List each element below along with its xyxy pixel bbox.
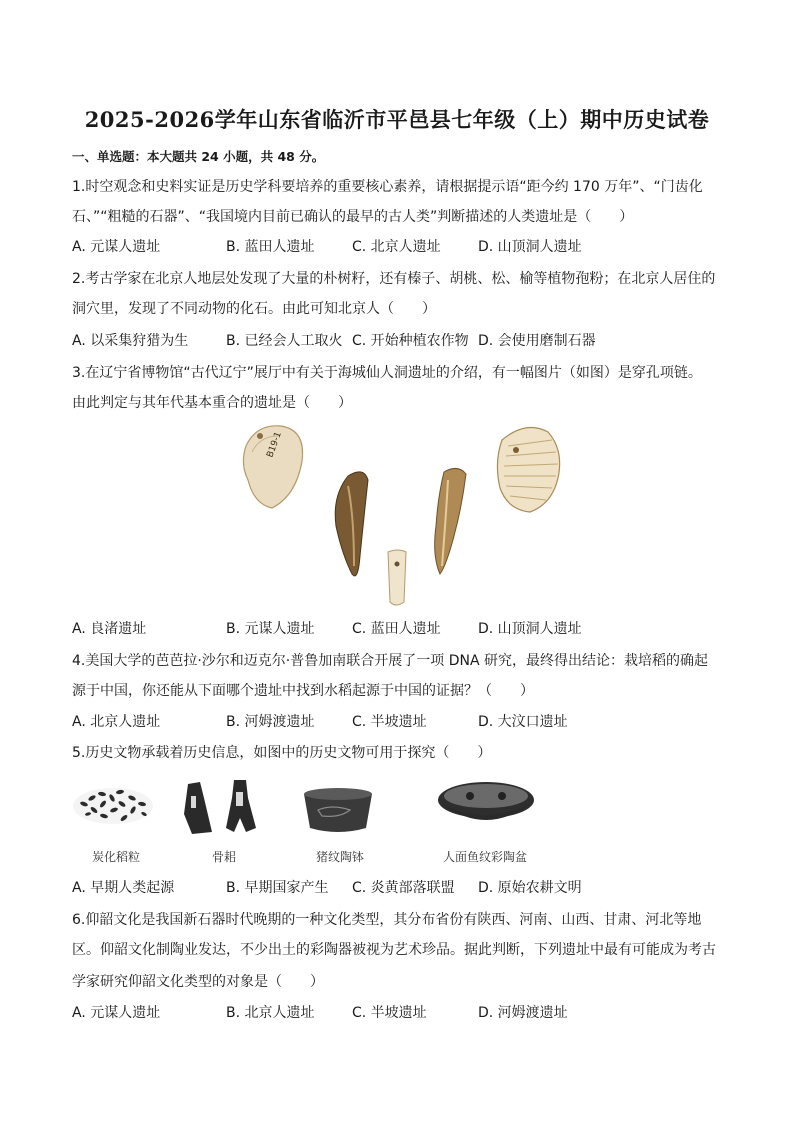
q5-option-b[interactable]: B. 早期国家产生 [226,880,329,896]
pig-pattern-bowl-image [304,788,372,832]
bone-spade-image [184,780,256,834]
q3-line-1: 3.在辽宁省博物馆“古代辽宁”展厅中有关于海城仙人洞遗址的介绍，有一幅图片（如图）是穿孔项链。 [72,365,702,381]
q1-option-b[interactable]: B. 蓝田人遗址 [226,239,315,255]
painted-basin-image [438,782,534,820]
q3-option-c[interactable]: C. 蓝田人遗址 [352,621,441,637]
q1-option-d[interactable]: D. 山顶洞人遗址 [478,239,582,255]
q2-option-a[interactable]: A. 以采集狩猎为生 [72,333,189,349]
q6-option-a[interactable]: A. 元谋人遗址 [72,1005,161,1021]
tooth-pendant-right [435,468,466,574]
q2-line-2: 洞穴里，发现了不同动物的化石。由此可知北京人（ ） [72,301,436,317]
q5-option-c[interactable]: C. 炎黄部落联盟 [352,880,455,896]
q1-line-1: 1.时空观念和史料实证是历史学科要培养的重要核心素养，请根据提示语“距今约 170 万年”、“门齿化 [72,179,703,195]
q1-line-2: 石、”“粗糙的石器”、“我国境内目前已确认的最早的古人类”判断描述的人类遗址是（ ） [72,209,634,225]
caption-painted-basin: 人面鱼纹彩陶盆 [442,850,527,864]
q6-line-2: 区。仰韶文化制陶业发达，不少出土的彩陶器被视为艺术珍品。据此判断，下列遗址中最有可能成为考古 [72,942,716,958]
caption-bone-spade: 骨耜 [211,850,236,864]
q1-option-c[interactable]: C. 北京人遗址 [352,239,441,255]
q5-line-1: 5.历史文物承载着历史信息，如图中的历史文物可用于探究（ ） [72,745,492,761]
q5-option-a[interactable]: A. 早期人类起源 [72,880,175,896]
exam-title: 2025-2026学年山东省临沂市平邑县七年级（上）期中历史试卷 [84,107,710,132]
shell-pendant-right [497,428,559,513]
shell-pendant-left [243,426,302,508]
q4-option-d[interactable]: D. 大汶口遗址 [478,714,568,730]
section-heading: 一、单选题：本大题共 24 小题，共 48 分。 [72,149,325,164]
q4-line-1: 4.美国大学的芭芭拉·沙尔和迈克尔·普鲁加南联合开展了一项 DNA 研究，最终得出结论：栽培稻的确起 [72,653,708,669]
q3-line-2: 由此判定与其年代基本重合的遗址是（ ） [72,395,352,411]
artifact-tag-text: B19-1 [265,430,284,460]
caption-carbonized-rice: 炭化稻粒 [91,850,140,864]
q6-option-d[interactable]: D. 河姆渡遗址 [478,1005,568,1021]
q6-line-3: 学家研究仰韶文化类型的对象是（ ） [72,974,324,990]
q4-option-a[interactable]: A. 北京人遗址 [72,714,161,730]
q2-line-1: 2.考古学家在北京人地层处发现了大量的朴树籽，还有榛子、胡桃、松、榆等植物孢粉；在北京人居住的 [72,271,716,287]
q6-line-1: 6.仰韶文化是我国新石器时代晚期的一种文化类型，其分布省份有陕西、河南、山西、甘肃、河北等地 [72,912,702,928]
q4-option-c[interactable]: C. 半坡遗址 [352,714,427,730]
carbonized-rice-image [73,788,153,824]
q2-option-b[interactable]: B. 已经会人工取火 [226,333,343,349]
q5-artifacts-image [70,774,550,840]
q3-option-d[interactable]: D. 山顶洞人遗址 [478,621,582,637]
q4-option-b[interactable]: B. 河姆渡遗址 [226,714,315,730]
q6-option-c[interactable]: C. 半坡遗址 [352,1005,427,1021]
q5-option-d[interactable]: D. 原始农耕文明 [478,880,582,896]
q6-option-b[interactable]: B. 北京人遗址 [226,1005,315,1021]
q4-line-2: 源于中国，你还能从下面哪个遗址中找到水稻起源于中国的证据？（ ） [72,683,534,699]
q2-option-c[interactable]: C. 开始种植农作物 [352,333,469,349]
q3-option-a[interactable]: A. 良渚遗址 [72,621,147,637]
bone-pendant-center [388,550,406,605]
q1-option-a[interactable]: A. 元谋人遗址 [72,239,161,255]
caption-pig-bowl: 猪纹陶钵 [315,850,364,864]
q3-option-b[interactable]: B. 元谋人遗址 [226,621,315,637]
q2-option-d[interactable]: D. 会使用磨制石器 [478,333,596,349]
q3-necklace-image [236,416,566,616]
tooth-pendant-left [335,472,368,576]
